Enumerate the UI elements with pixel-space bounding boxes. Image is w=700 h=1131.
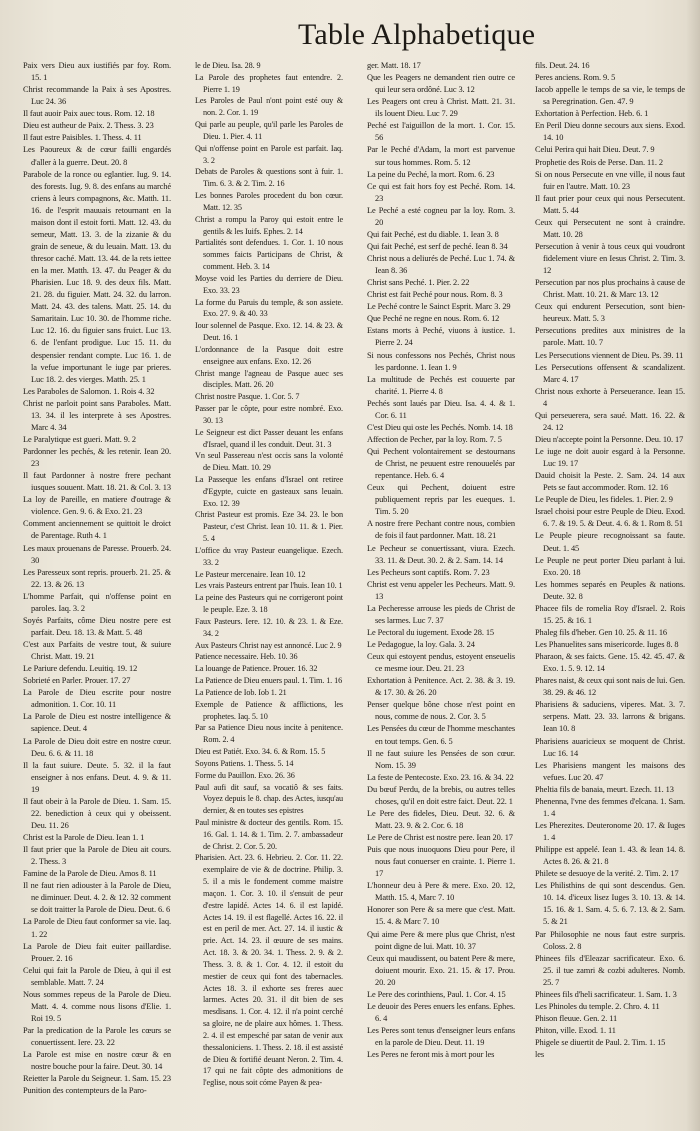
index-entry: Dieu n'accepte point la Personne. Deu. 10. 17 bbox=[535, 434, 684, 444]
index-entry: Les Peagers ont creu à Christ. Matt. 21. 31. ils louent Dieu. Luc 7. 29 bbox=[367, 97, 515, 119]
index-entry: Les vrais Pasteurs entrent par l'huis. Iean 10. 1 bbox=[195, 581, 343, 591]
index-entry: Iacob appelle le temps de sa vie, le temps de sa Peregrination. Gen. 47. 9 bbox=[535, 85, 685, 107]
index-entry: La Patience de Iob. Iob 1. 21 bbox=[195, 687, 287, 697]
index-column-4 bbox=[535, 60, 685, 1125]
index-entry: Christ nous exhorte à Perseuerance. Iean 15. 4 bbox=[535, 386, 685, 408]
index-entry: Si on nous Persecute en vne ville, il nous faut fuir en l'autre. Matt. 10. 23 bbox=[535, 169, 685, 191]
index-entry: Exemple de Patience & afflictions, les prophetes. Iaq. 5. 10 bbox=[195, 699, 343, 721]
index-entry: Persecution par nos plus prochains à cause de Christ. Matt. 10. 21. & Marc 13. 12 bbox=[535, 278, 685, 300]
index-entry: Pharisiens & saduciens, viperes. Mat. 3. 7. serpens. Matt. 23. 33. larrons & brigans. Iean 10. 8 bbox=[535, 700, 685, 734]
index-entry: Estans morts à Peché, viuons à iustice. 1. Pierre 2. 24 bbox=[367, 326, 515, 348]
index-entry: Christ Pasteur est promis. Eze 34. 23. le bon Pasteur, c'est Christ. Iean 10. 11. & 1. Pier. 5. 4 bbox=[195, 510, 343, 544]
index-entry: La Passeque les enfans d'Israel ont retiree d'Egypte, cuicte en gasteaux sans leuain. Exo. 12. 39 bbox=[195, 474, 343, 508]
index-entry: Pharisiens auaricieux se moquent de Christ. Luc 16. 14 bbox=[535, 736, 685, 758]
index-entry: Soyés Parfaits, côme Dieu nostre pere est parfait. Deu. 18. 13. & Matt. 5. 48 bbox=[23, 615, 171, 637]
index-entry: Il faut Pardonner à nostre frere pechant iusques souuent. Matt. 18. 21. & Col. 3. 13 bbox=[23, 471, 171, 493]
index-entry: Le Pariure defendu. Leuitiq. 19. 12 bbox=[23, 664, 138, 674]
index-entry: Phacee fils de romelia Roy d'Israel. 2. Rois 15. 25. & 16. 1 bbox=[535, 603, 685, 625]
index-entry: Punition des contempteurs de la Paro- bbox=[23, 1086, 147, 1096]
index-entry: Si nous confessons nos Pechés, Christ nous les pardonne. 1. Iean 1. 9 bbox=[367, 350, 515, 372]
index-entry: Les Paresseux sont repris. prouerb. 21. 25. & 22. 13. & 26. 13 bbox=[23, 567, 171, 589]
index-entry: La peine des Pasteurs qui ne corrigeront point le peuple. Eze. 3. 18 bbox=[195, 593, 343, 615]
index-entry: Ceux qui maudissent, ou batent Pere & mere, doiuent mourir. Exo. 21. 15. & 17. Prou. 20. 20 bbox=[367, 953, 515, 987]
index-entry: Peres anciens. Rom. 9. 5 bbox=[535, 73, 616, 83]
index-entry: Debats de Paroles & questions sont à fuir. 1. Tim. 6. 3. & 2. Tim. 2. 16 bbox=[195, 167, 343, 189]
index-entry: Forme du Pauillon. Exo. 26. 36 bbox=[195, 770, 295, 780]
index-entry: La Parole de Dieu doit estre en nostre cœur. Deu. 6. 6. & 11. 18 bbox=[23, 736, 171, 758]
index-entry: La louange de Patience. Prouer. 16. 32 bbox=[195, 664, 318, 674]
index-entry: L'homme Parfait, qui n'offense point en paroles. Iaq. 3. 2 bbox=[23, 591, 171, 613]
index-entry: C'est Dieu qui oste les Pechés. Nomb. 14. 18 bbox=[367, 422, 513, 432]
index-entry: Sobrieté en Parler. Prouer. 17. 27 bbox=[23, 676, 131, 686]
index-entry: Dieu est Patiét. Exo. 34. 6. & Rom. 15. 5 bbox=[195, 747, 326, 757]
index-entry: La Parole de Dieu est nostre intelligence & sapience. Deut. 4 bbox=[23, 712, 171, 734]
index-entry: Par Philosophie ne nous faut estre surpris. Coloss. 2. 8 bbox=[535, 929, 685, 951]
index-entry: Celui Perira qui hait Dieu. Deut. 7. 9 bbox=[535, 145, 655, 155]
index-entry: La Parole est mise en nostre cœur & en nostre bouche pour la faire. Deut. 30. 14 bbox=[23, 1050, 171, 1072]
index-entry: Christ est la Parole de Dieu. Iean 1. 1 bbox=[23, 833, 145, 842]
index-entry: Les Persecutions viennent de Dieu. Ps. 39. 11 bbox=[535, 350, 684, 360]
index-entry: Le Peché contre le Sainct Esprit. Marc 3. 29 bbox=[367, 302, 511, 312]
index-entry: Le iuge ne doit auoir esgard à la Personne. Luc 19. 17 bbox=[535, 447, 685, 469]
index-entry: La Pecheresse arrouse les pieds de Christ de ses larmes. Luc 7. 37 bbox=[367, 603, 515, 625]
index-entry: C'est aux Parfaits de vestre tout, & suiure Christ. Matt. 19. 21 bbox=[23, 640, 171, 662]
index-entry: Le Peuple de Dieu, les fideles. 1. Pier. 2. 9 bbox=[535, 495, 673, 505]
index-entry: les bbox=[535, 1050, 545, 1060]
index-entry: Par le Peché d'Adam, la mort est parvenue sur tous hommes. Rom. 5. 12 bbox=[367, 145, 515, 167]
index-entry: Il faut obeir à la Parole de Dieu. 1. Sam. 15. 22. benediction à ceux qui y obeissent. Deu. 11. 26 bbox=[23, 796, 171, 830]
index-entry: Le Paralytique est gueri. Matt. 9. 2 bbox=[23, 434, 136, 444]
index-entry: Pardonner les pechés, & les retenir. Iean 20. 23 bbox=[23, 447, 171, 469]
index-entry: Pechés sont laués par Dieu. Isa. 4. 4. & 1. Cor. 6. 11 bbox=[367, 398, 515, 420]
index-entry: Exhortation à Perfection. Heb. 6. 1 bbox=[535, 109, 649, 119]
index-entry: Christ a rompu la Paroy qui estoit entre le gentils & les Iuifs. Ephes. 2. 14 bbox=[195, 214, 343, 236]
index-entry: ger. Matt. 18. 17 bbox=[367, 61, 421, 70]
index-entry: Les Pherezites. Deuteronome 20. 17. & Iuges 1. 4 bbox=[535, 820, 685, 842]
index-entry: Il la faut suiure. Deute. 5. 32. il la faut enseigner à nos enfans. Deut. 4. 9. & 11. 19 bbox=[23, 760, 171, 794]
index-entry: Il faut auoir Paix auec tous. Rom. 12. 18 bbox=[23, 109, 155, 119]
page-title: Table Alphabetique bbox=[298, 18, 536, 51]
index-entry: Que Peché ne regne en nous. Rom. 6. 12 bbox=[367, 314, 500, 324]
index-entry: Qui fait Peché, est serf de peché. Iean 8. 34 bbox=[367, 241, 508, 251]
index-entry: Christ nostre Pasque. 1. Cor. 5. 7 bbox=[195, 392, 300, 402]
index-entry: Il faut prier pour ceux qui nous Persecutent. Matt. 5. 44 bbox=[535, 193, 685, 215]
index-entry: Patience necessaire. Heb. 10. 36 bbox=[195, 652, 298, 662]
index-entry: Dieu est autheur de Paix. 2. Thess. 3. 23 bbox=[23, 121, 154, 131]
index-entry: La Parole de Dieu fait euiter paillardise. Prouer. 2. 16 bbox=[23, 941, 171, 963]
index-entry: Le Pere des fideles, Dieu. Deut. 32. 6. & Matt. 23. 9. & 2. Cor. 6. 18 bbox=[367, 808, 515, 830]
index-entry: Le Peché a esté cogneu par la loy. Rom. 3. 20 bbox=[367, 205, 515, 227]
index-entry: Phares naist, & ceux qui sont nais de lui. Gen. 38. 29. & 46. 12 bbox=[535, 676, 685, 698]
index-entry: Les Pharisiens mangent les maisons des vefues. Luc 20. 47 bbox=[535, 760, 685, 782]
index-entry: Le Pectoral du iugement. Exode 28. 15 bbox=[367, 627, 495, 637]
index-entry: La loy de Pareille, en matiere d'outrage & violence. Gen. 9. 6. & Exo. 21. 23 bbox=[23, 495, 171, 517]
index-entry: Les Paoureux & de cœur failli engardés d'aller à la guerre. Deut. 20. 8 bbox=[23, 145, 171, 167]
index-entry: Du bœuf Perdu, de la brebis, ou autres telles choses, qu'il en doit estre faict. Deut. 22. 1 bbox=[367, 784, 515, 806]
index-entry: Parabole de la ronce ou eglantier. Iug. 9. 14. des forests. Iug. 9. 8. des enfans au marché criens à leurs compagnons, &c. Matth. 11. 16. de l'esprit mauuais retournant en la maison dont il estoit forti. Matt. 12. 43. du semeur, Matt. 13. 3. de la zizanie & du grain de seneue, & du leuain. Matt. 13. du thresor caché. Matt. 13. 44. de la rets iettee en la mer. Matth. 13. 47. du Peager & du Pharisien. Luc 18. 9. des deux fils. Matt. 21. 28. du figuier. Matt. 24. 32. du larron. Matt. 24. 43. des talens. Matt. 25. 14. du Samaritain. Luc 10. 30. de l'homme riche. Luc 12. 16. du figuier sans fruict. Luc 13. 6. de l'enfant prodigue. Luc 15. 11. du despensier rendant compte. Luc 16. 1. de la vefue importunant le iuge par prieres. Luc 18. 2. des vierges. Matth. 25. 1 bbox=[23, 169, 171, 384]
index-entry: Le Pere des corinthiens, Paul. 1. Cor. 4. 15 bbox=[367, 989, 506, 999]
index-entry: Christ ne parloit point sans Paraboles. Matt. 13. 34. il les interprete à ses Apostres. Marc 4. 34 bbox=[23, 398, 171, 432]
index-entry: La multitude de Pechés est couuerte par charité. 1. Pierre 4. 8 bbox=[367, 374, 515, 396]
index-entry: Les maux prouenans de Paresse. Prouerb. 24. 30 bbox=[23, 543, 171, 565]
index-entry: Le Peuple pieure recognoissant sa faute. Deut. 1. 45 bbox=[535, 531, 685, 553]
index-entry: Vn seul Passereau n'est occis sans la volonté de Dieu. Matt. 10. 29 bbox=[195, 451, 343, 473]
index-entry: Ceux qui Pechent, doiuent estre publiquement repris par les eueques. 1. Tim. 5. 20 bbox=[367, 483, 515, 517]
index-entry: Le Peuple ne peut porter Dieu parlant à lui. Exo. 20. 18 bbox=[535, 555, 685, 577]
index-entry: Il faut prier que la Parole de Dieu ait cours. 2. Thess. 3 bbox=[23, 845, 171, 867]
index-entry: Qui parle au peuple, qu'il parle les Paroles de Dieu. 1. Pier. 4. 11 bbox=[195, 120, 343, 141]
index-entry: Les Phinoles du temple. 2. Chro. 4. 11 bbox=[535, 1001, 660, 1011]
index-entry: Les Paraboles de Salomon. 1. Rois 4. 32 bbox=[23, 386, 155, 396]
index-entry: Les Philisthins de qui sont descendus. Gen. 10. 14. d'iceux lisez Iuges 3. 10. 13. & 14. 15. 16. & 1. Sam. 4. 5. 6. 7. 13. & 2. Sam. 5. & 21 bbox=[535, 881, 685, 927]
index-entry: Il ne faut suiure les Pensées de son cœur. Nom. 15. 39 bbox=[367, 748, 515, 770]
index-entry: Le Pasteur mercenaire. Iean 10. 12 bbox=[195, 569, 306, 579]
index-entry: Persecution à venir à tous ceux qui voudront fidelement viure en Iesus Christ. 2. Tim. 3. 12 bbox=[535, 241, 685, 276]
index-entry: Partialités sont defendues. 1. Cor. 1. 10 nous sommes faicts Participans de Christ, & comment. Heb. 3. 14 bbox=[195, 238, 343, 272]
index-entry: Ceux qui endurent Persecution, sont bien-heureux. Matt. 5. 3 bbox=[535, 302, 685, 324]
index-entry: Phinees fils d'Eleazar sacrificateur. Exo. 6. 25. il tue zamri & cozbi adulteres. Nomb. 25. 7 bbox=[535, 953, 685, 987]
index-entry: Reietter la Parole du Seigneur. 1. Sam. 15. 23 bbox=[23, 1074, 171, 1084]
index-entry: Honorer son Pere & sa mere que c'est. Matt. 15. 4. & Marc 7. 10 bbox=[367, 905, 515, 927]
index-entry: Le Seigneur est dict Passer deuant les enfans d'Israel, quand il les conduit. Deut. 31. 3 bbox=[195, 427, 343, 449]
index-entry: Qui n'offense point en Parole est parfait. Iaq. 3. 2 bbox=[195, 143, 343, 165]
index-entry: L'ordonnance de la Pasque doit estre enseignee aux enfans. Exo. 12. 26 bbox=[195, 344, 343, 366]
index-entry: Les Pecheurs sont captifs. Rom. 7. 23 bbox=[367, 567, 490, 577]
index-entry: Prophetie des Rois de Perse. Dan. 11. 2 bbox=[535, 157, 663, 167]
index-entry: fils. Deut. 24. 16 bbox=[535, 61, 590, 70]
index-entry: Les bonnes Paroles procedent du bon cœur. Matt. 12. 35 bbox=[195, 191, 343, 212]
index-entry: Pharaon, & ses faicts. Gene. 15. 42. 45. 47. & Exo. 1. 5. 9. 12. 14 bbox=[535, 652, 685, 674]
running-head bbox=[0, 8, 700, 58]
index-entry: Le Pedagogue, la loy. Gala. 3. 24 bbox=[367, 640, 475, 649]
index-entry: Les Pensées du cœur de l'homme meschantes en tout temps. Gen. 6. 5 bbox=[367, 724, 515, 746]
index-entry: Faux Pasteurs. Iere. 12. 10. & 23. 1. & Eze. 34. 2 bbox=[195, 616, 343, 638]
index-entry: Que les Peagers ne demandent rien outre ce qui leur sera ordôné. Luc 3. 12 bbox=[367, 73, 515, 95]
index-entry: La Patience de Dieu enuers paul. 1. Tim. 1. 16 bbox=[195, 676, 343, 686]
index-entry: La feste de Pentecoste. Exo. 23. 16. & 34. 22 bbox=[367, 772, 514, 782]
index-entry: Le deuoir des Peres enuers les enfans. Ephes. 6. 4 bbox=[367, 1001, 515, 1023]
index-entry: L'honneur deu à Pere & mere. Exo. 20. 12, Matth. 15. 4, Marc 7. 10 bbox=[367, 881, 515, 903]
index-entry: Moyse void les Parties du derriere de Dieu. Exo. 33. 23 bbox=[195, 273, 343, 295]
index-entry: Phinees fils d'heli sacrificateur. 1. Sam. 1. 3 bbox=[535, 989, 677, 999]
index-entry: Christ recommande la Paix à ses Apostres. Luc 24. 36 bbox=[23, 85, 171, 107]
index-entry: La Parole de Dieu escrite pour nostre admonition. 1. Cor. 10. 11 bbox=[23, 688, 171, 710]
index-entry: Peché est l'aiguillon de la mort. 1. Cor. 15. 56 bbox=[367, 121, 515, 143]
index-entry: Soyons Patiens. 1. Thess. 5. 14 bbox=[195, 758, 294, 768]
index-entry: L'office du vray Pasteur euangelique. Ezech. 33. 2 bbox=[195, 545, 343, 567]
index-entry: En Peril Dieu donne secours aux siens. Exod. 14. 10 bbox=[535, 121, 685, 143]
index-entry: Paul ministre & docteur des gentils. Rom. 15. 16. Gal. 1. 14. & 1. Tim. 2. 7. ambassadeur de Christ. 2. Cor. 5. 20. bbox=[195, 818, 343, 851]
index-entry: Aux Pasteurs Christ nay est annoncé. Luc 2. 9 bbox=[195, 640, 342, 650]
index-entry: Ceux qui Persecutent ne sont à craindre. Matt. 10. 28 bbox=[535, 217, 685, 239]
index-entry: Les hommes separés en Peuples & nations. Deute. 32. 8 bbox=[535, 579, 685, 601]
index-entry: Passer par le côpte, pour estre nombré. Exo. 30. 13 bbox=[195, 404, 343, 425]
index-entry: Les Persecutions offensent & scandalizent. Marc 4. 17 bbox=[535, 362, 685, 384]
index-entry: Israel choisi pour estre Peuple de Dieu. Exod. 6. 7. & 19. 5. & Deut. 4. 6. & 1. Rom 8. 51 bbox=[535, 507, 685, 529]
index-entry: Pharisien. Act. 23. 6. Hebrieu. 2. Cor. 11. 22. exemplaire de vie & de doctrine. Philip. 3. 5. il a mis le fondement comme maistre maçon. 1. Cor. 3. 10. il s'ensuit de peur d'estre lapidé. Actes 14. 6. il est lapidé. Actes 14. 19. il est flagellé. Actes 16. 22. il est en peril de mer. Act. 27. 14. il iustic & prie. Act. 14. 23. il œuure de ses mains. Act. 18. 3. & 20. 34. 1. Thess. 2. 9. & 2. Thess. 3. 8. & 1. Cor. 4. 12. il estoit du mestier de ceux qui font des tabernacles. Actes 18. 3. il exhorte ses freres auec larmes. Actes 20. 31. il dit bien de ses mesdisans. 1. Cor. 4. 12. il n'a point cerché sa gloire, ne de plaire aux hômes. 1. Thess. 2. 4. il est empesché par satan de venir aux thessaloniciens. 1. Thess. 2. 18. il est assisté de Dieu & fortifié deuant Neron. 2. Tim. 4. 17 qui ne fait côpte des admonitions de l'eglise, nous soit cóme Payen & pea- bbox=[195, 853, 343, 1088]
index-column-1 bbox=[23, 60, 171, 1125]
index-entry: Christ est venu appeler les Pecheurs. Matt. 9. 13 bbox=[367, 579, 515, 601]
index-entry: Penser quelque bône chose n'est point en nous, comme de nous. 2. Cor. 3. 5 bbox=[367, 700, 515, 722]
index-entry: Christ nous a deliurés de Peché. Luc 1. 74. & Iean 8. 36 bbox=[367, 254, 515, 276]
index-entry: Il ne faut rien adiouster à la Parole de Dieu, ne diminuer. Deut. 4. 2. & 12. 32 comment se doit traitter la Parole de Dieu. Deut. 6. 6 bbox=[23, 881, 171, 915]
index-entry: Paul aufi dit sauf, sa vocatiô & ses faits. Voyez depuis le 8. chap. des Actes, iusqu'au dernier, & en toutes ses epistres bbox=[195, 782, 343, 816]
index-entry: Le Pere de Christ est nostre pere. Iean 20. 17 bbox=[367, 833, 513, 842]
index-entry: Pheltia fils de banaia, meurt. Ezech. 11. 13 bbox=[535, 784, 674, 794]
index-entry: Phiton, ville. Exod. 1. 11 bbox=[535, 1026, 616, 1035]
index-entry: Exhortation à Penitence. Act. 2. 38. & 3. 19. & 17. 30. & 26. 20 bbox=[367, 676, 515, 698]
index-entry: le de Dieu. Isa. 28. 9 bbox=[195, 61, 261, 70]
index-entry: Par sa Patience Dieu nous incite à penitence. Rom. 2. 4 bbox=[195, 723, 343, 745]
index-entry: Philippe est appelé. Iean 1. 43. & Iean 14. 8. Actes 8. 26. & 21. 8 bbox=[535, 845, 685, 867]
index-entry: Phigele se diuertit de Paul. 2. Tim. 1. 15 bbox=[535, 1038, 666, 1048]
index-entry: La forme du Paruis du temple, & son assiete. Exo. 27. 9. & 40. 33 bbox=[195, 297, 343, 319]
index-column-2 bbox=[195, 60, 343, 1125]
index-entry: Affection de Pecher, par la loy. Rom. 7. 5 bbox=[367, 434, 502, 444]
index-entry: Christ est fait Peché pour nous. Rom. 8. 3 bbox=[367, 290, 503, 300]
index-entry: Les Phanuelites sans misericorde. Iuges 8. 8 bbox=[535, 640, 679, 649]
index-entry: Iour solennel de Pasque. Exo. 12. 14. & 23. & Deut. 16. 1 bbox=[195, 321, 343, 343]
index-entry: La Parole des prophetes faut entendre. 2. Pierre 1. 19 bbox=[195, 72, 343, 94]
index-entry: Ceux qui estoyent pendus, estoyent enseuelis ce mesme iour. Deu. 21. 23 bbox=[367, 652, 515, 674]
index-entry: Phison fleuue. Gen. 2. 11 bbox=[535, 1013, 618, 1023]
index-columns bbox=[23, 60, 683, 1125]
index-entry: Il faut estre Paisibles. 1. Thess. 4. 11 bbox=[23, 133, 142, 143]
index-entry: Puis que nous inuoquons Dieu pour Pere, il nous faut conuerser en crainte. 1. Pierre 1. 17 bbox=[367, 845, 515, 879]
index-entry: Par la predication de la Parole les cœurs se conuertissent. Iere. 23. 22 bbox=[23, 1026, 171, 1048]
index-entry: Comment anciennement se quittoit le droict de Parentage. Ruth 4. 1 bbox=[23, 519, 171, 541]
index-entry: Les Peres sont tenus d'enseigner leurs enfans en la parole de Dieu. Deut. 11. 19 bbox=[367, 1026, 515, 1048]
index-entry: A nostre frere Pechant contre nous, combien de fois il faut pardonner. Matt. 18. 21 bbox=[367, 519, 515, 541]
index-entry: Les Peres ne feront mis à mort pour les bbox=[367, 1050, 495, 1060]
page-fold-shadow bbox=[686, 0, 700, 1131]
index-entry: Persecutions predites aux ministres de la parole. Matt. 10. 7 bbox=[535, 326, 685, 348]
index-entry: Qui aime Pere & mere plus que Christ, n'est point digne de lui. Matt. 10. 37 bbox=[367, 929, 515, 951]
index-entry: Les Paroles de Paul n'ont point esté ouy & non. 2. Cor. 1. 19 bbox=[195, 96, 343, 118]
index-entry: Ce qui est fait hors foy est Peché. Rom. 14. 23 bbox=[367, 181, 515, 203]
index-entry: Dauid choisit la Peste. 2. Sam. 24. 14 aux Pets se faut accommoder. Rom. 12. 16 bbox=[535, 471, 685, 493]
index-entry: Phaleg fils d'heber. Gen 10. 25. & 11. 16 bbox=[535, 627, 668, 637]
index-entry: Christ mange l'agneau de Pasque auec ses disciples. Matt. 26. 20 bbox=[195, 368, 343, 390]
index-entry: Qui Pechent volontairement se destournans de Christ, ne peuuent estre renouuelés par repentance. Heb. 6. 4 bbox=[367, 447, 515, 481]
index-entry: Phenenna, l'vne des femmes d'elcana. 1. Sam. 1. 4 bbox=[535, 796, 685, 818]
index-entry: Le Pecheur se conuertissant, viura. Ezech. 33. 11. & Deut. 30. 2. & 2. Sam. 14. 14 bbox=[367, 543, 515, 565]
index-entry: La peine du Peché, la mort. Rom. 6. 23 bbox=[367, 169, 495, 179]
index-entry: La Parole de Dieu faut conformer sa vie. Iaq. 1. 22 bbox=[23, 917, 171, 939]
index-column-3 bbox=[367, 60, 515, 1125]
index-entry: Nous sommes repeus de la Parole de Dieu. Matt. 4. 4. comme nous lisons d'Elie. 1. Roi 19. 5 bbox=[23, 989, 171, 1023]
index-entry: Qui perseuerera, sera saué. Matt. 16. 22. & 24. 12 bbox=[535, 410, 685, 432]
index-entry: Famine de la Parole de Dieu. Amos 8. 11 bbox=[23, 869, 157, 879]
index-entry: Celui qui fait la Parole de Dieu, à qui il est semblable. Matt. 7. 24 bbox=[23, 965, 171, 987]
index-entry: Qui fait Peché, est du diable. 1. Iean 3. 8 bbox=[367, 229, 499, 239]
index-entry: Christ sans Peché. 1. Pier. 2. 22 bbox=[367, 278, 470, 288]
index-entry: Philete se desuoye de la verité. 2. Tim. 2. 17 bbox=[535, 869, 679, 879]
index-entry: Paix vers Dieu aux iustifiés par foy. Rom. 15. 1 bbox=[23, 61, 171, 83]
